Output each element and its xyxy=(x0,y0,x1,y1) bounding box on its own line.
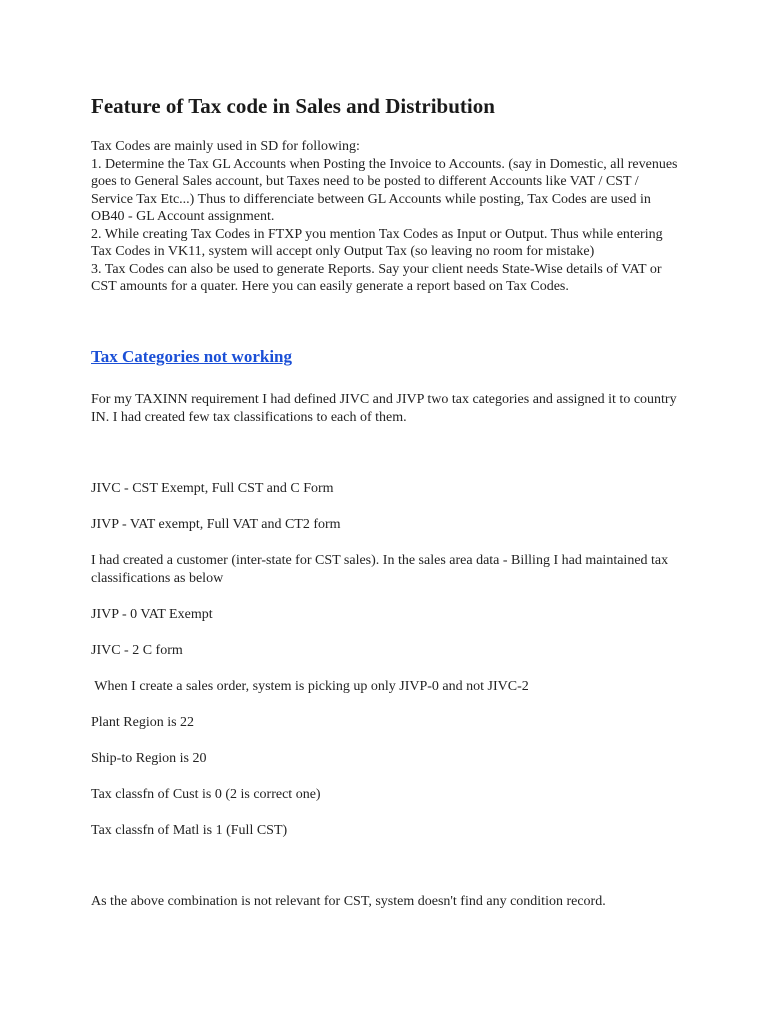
paragraph: As the above combination is not relevant for CST, system doesn't find any condition record. xyxy=(91,894,606,909)
paragraph: For my TAXINN requirement I had defined JIVC and JIVP two tax categories and assigned it to country IN. I had created few tax classifications to each of them. xyxy=(91,392,677,425)
paragraph: JIVC - CST Exempt, Full CST and C Form xyxy=(91,481,334,496)
intro-block xyxy=(91,138,681,296)
paragraph: JIVP - 0 VAT Exempt xyxy=(91,607,213,622)
paragraph: I had created a customer (inter-state for CST sales). In the sales area data - Billing I had maintained tax classifications as below xyxy=(91,553,669,586)
intro-line: 2. While creating Tax Codes in FTXP you mention Tax Codes as Input or Output. Thus while entering Tax Codes in VK11, system will accept only Output Tax (so leaving no room for mistake) xyxy=(91,226,663,259)
paragraph: Tax classfn of Matl is 1 (Full CST) xyxy=(91,823,288,838)
section-heading xyxy=(91,347,292,367)
paragraph: Plant Region is 22 xyxy=(91,715,195,730)
paragraph: JIVC - 2 C form xyxy=(91,643,183,658)
intro-line: 1. Determine the Tax GL Accounts when Posting the Invoice to Accounts. (say in Domestic, all revenues goes to General Sales account, but Taxes need to be posted to different Accounts like VAT / CST / Service Tax Etc...) Thus to differenciate between GL Accounts while posting, Tax Codes are used in OB40 - GL Account assignment. xyxy=(91,156,678,224)
section-heading-link[interactable]: Tax Categories not working xyxy=(91,347,293,366)
paragraph: Ship-to Region is 20 xyxy=(91,751,207,766)
page-title: Feature of Tax code in Sales and Distribution xyxy=(91,94,495,118)
paragraph: Tax classfn of Cust is 0 (2 is correct one) xyxy=(91,787,321,802)
paragraph: When I create a sales order, system is picking up only JIVP-0 and not JIVC-2 xyxy=(91,679,529,694)
intro-line: 3. Tax Codes can also be used to generate Reports. Say your client needs State-Wise details of VAT or CST amounts for a quater. Here you can easily generate a report based on Tax Codes. xyxy=(91,261,662,294)
intro-line: Tax Codes are mainly used in SD for following: xyxy=(91,139,360,154)
paragraph: JIVP - VAT exempt, Full VAT and CT2 form xyxy=(91,517,341,532)
